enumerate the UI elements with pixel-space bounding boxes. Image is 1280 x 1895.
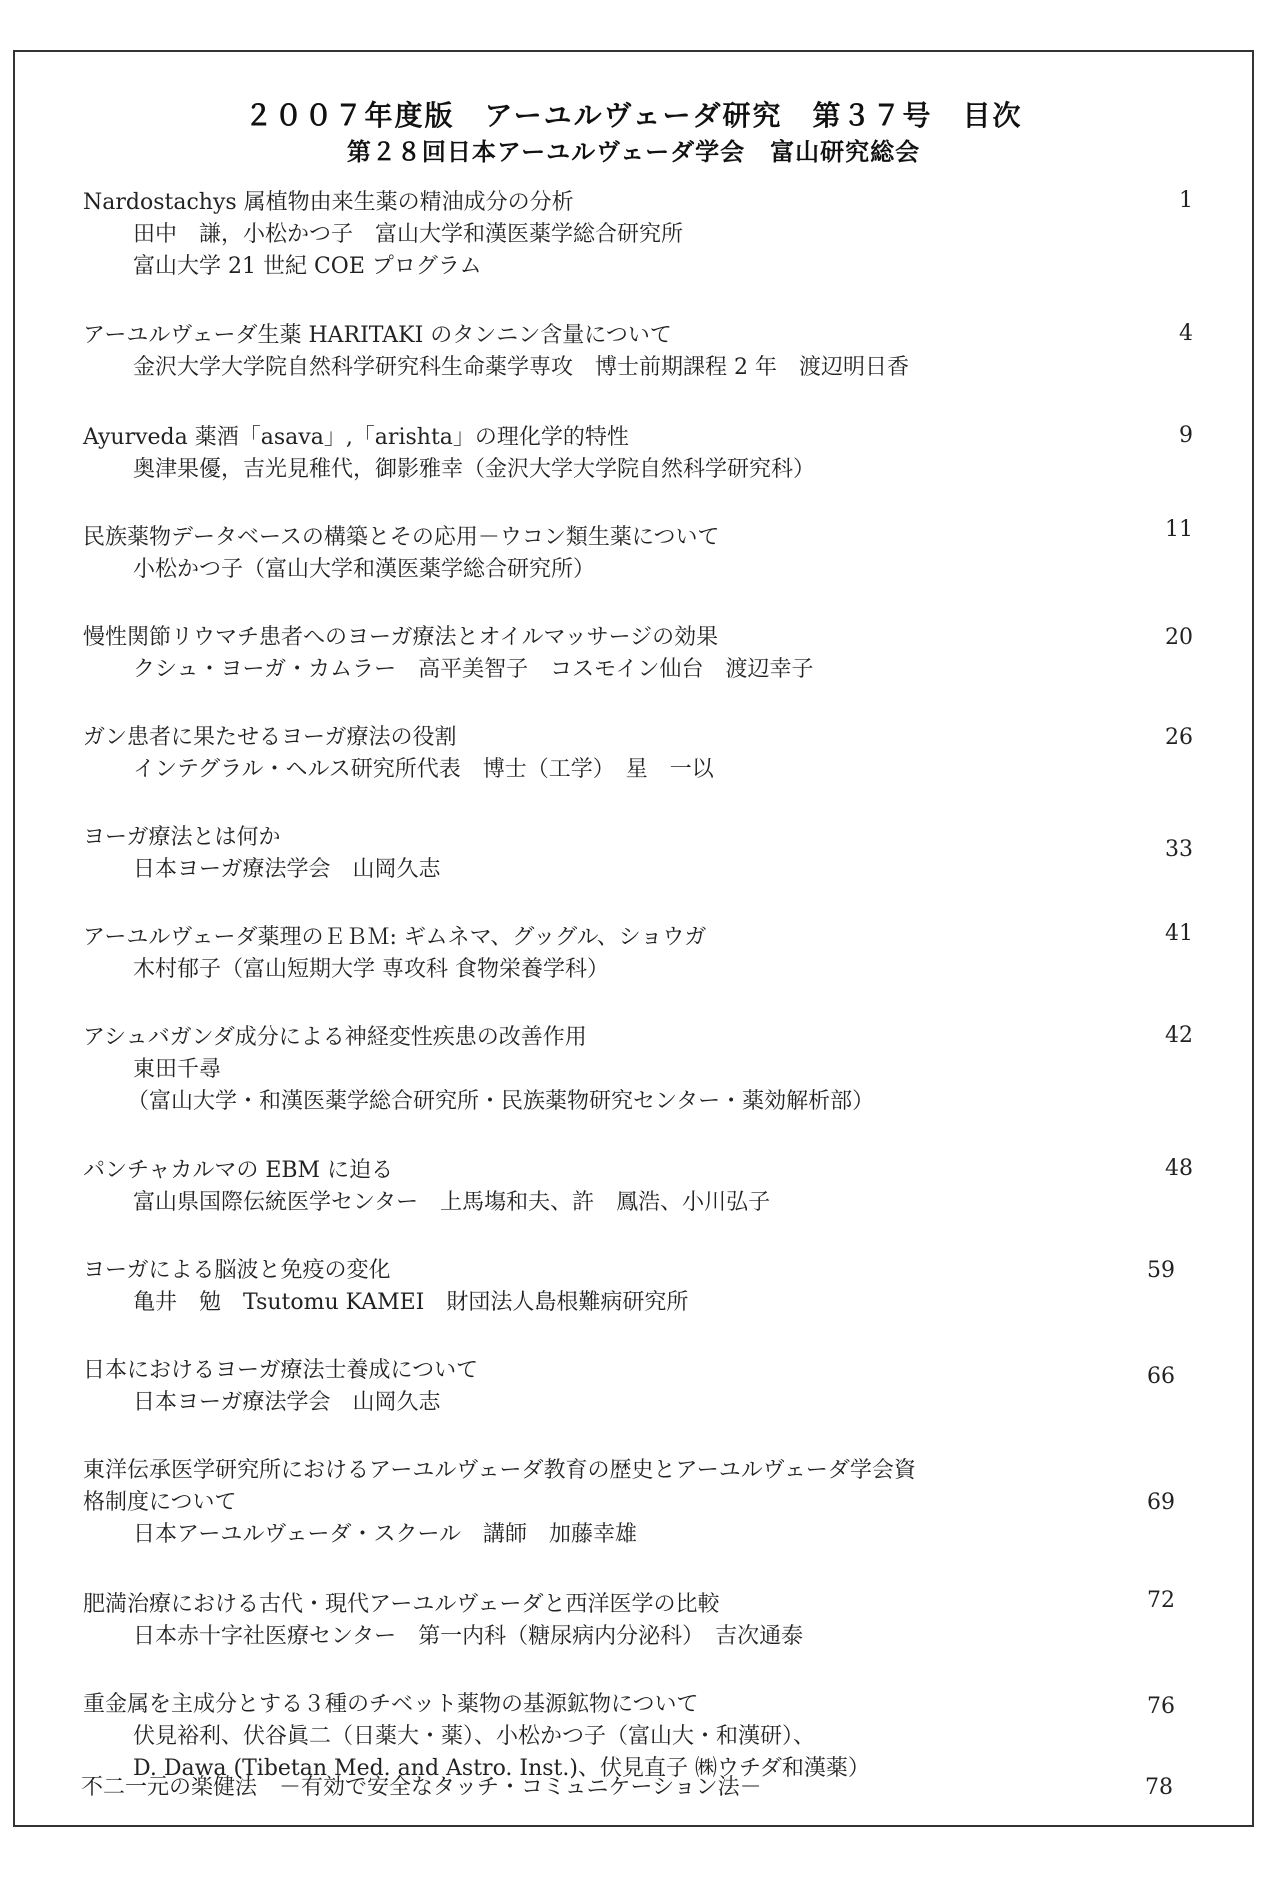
entry-page-number: 11 <box>1165 517 1193 542</box>
toc-entry <box>83 1355 1193 1419</box>
entry-title-continued: 格制度について <box>83 1490 237 1515</box>
entry-page-number: 66 <box>1147 1364 1175 1389</box>
toc-entry <box>83 922 1193 986</box>
entry-page-number: 41 <box>1165 921 1193 946</box>
toc-entry <box>83 622 1193 686</box>
toc-entry <box>83 1689 1193 1785</box>
toc-entry <box>81 1772 1191 1804</box>
entry-author: 金沢大学大学院自然科学研究科生命薬学専攻 博士前期課程 2 年 渡辺明日香 <box>133 355 909 380</box>
entry-page-number: 59 <box>1147 1258 1175 1283</box>
entry-author: クシュ・ヨーガ・カムラー 高平美智子 コスモイン仙台 渡辺幸子 <box>133 657 814 682</box>
entry-title: 不二一元の楽健法 －有効で安全なタッチ・コミュニケーション法－ <box>81 1775 762 1800</box>
entry-title: 民族薬物データベースの構築とその応用－ウコン類生薬について <box>83 525 720 550</box>
entry-author: 小松かつ子（富山大学和漢医薬学総合研究所） <box>133 557 596 582</box>
entry-title: 日本におけるヨーガ療法士養成について <box>83 1358 479 1383</box>
entry-author: 日本ヨーガ療法学会 山岡久志 <box>133 857 441 882</box>
entry-page-number: 69 <box>1147 1490 1175 1515</box>
toc-entry <box>83 1255 1193 1319</box>
toc-entry <box>83 1022 1193 1118</box>
toc-entry <box>83 1589 1193 1653</box>
page-title: ２００７年度版 アーユルヴェーダ研究 第３７号 目次 <box>244 99 1023 132</box>
entry-page-number: 33 <box>1165 837 1193 862</box>
entry-title: 肥満治療における古代・現代アーユルヴェーダと西洋医学の比較 <box>83 1592 720 1617</box>
entry-author: 富山県国際伝統医学センター 上馬塲和夫、許 鳳浩、小川弘子 <box>133 1190 771 1215</box>
toc-entry <box>83 422 1193 486</box>
entry-title: ヨーガによる脳波と免疫の変化 <box>83 1258 391 1283</box>
entry-author: 日本ヨーガ療法学会 山岡久志 <box>133 1390 441 1415</box>
entry-page-number: 42 <box>1165 1023 1193 1048</box>
entry-page-number: 4 <box>1179 321 1193 346</box>
toc-entry <box>83 320 1193 384</box>
toc-entry <box>83 1455 1193 1551</box>
toc-entry <box>83 517 1193 586</box>
entry-author: 富山大学 21 世紀 COE プログラム <box>133 254 482 279</box>
entry-page-number: 9 <box>1179 423 1193 448</box>
entry-title: アーユルヴェーダ生薬 HARITAKI のタンニン含量について <box>83 323 672 348</box>
entry-title: アシュバガンダ成分による神経変性疾患の改善作用 <box>83 1025 587 1050</box>
entry-author: 亀井 勉 Tsutomu KAMEI 財団法人島根難病研究所 <box>133 1290 689 1315</box>
toc-entry <box>83 187 1193 283</box>
entry-author: 木村郁子（富山短期大学 専攻科 食物栄養学科） <box>133 957 609 982</box>
entry-author: インテグラル・ヘルス研究所代表 博士（工学） 星 一以 <box>133 757 714 782</box>
entry-author: D. Dawa (Tibetan Med. and Astro. Inst.)、伏見直子 ㈱ウチダ和漢薬） <box>133 1756 870 1781</box>
entry-page-number: 48 <box>1165 1156 1193 1181</box>
entry-page-number: 76 <box>1147 1694 1175 1719</box>
entry-author: （富山大学・和漢医薬学総合研究所・民族薬物研究センター・薬効解析部） <box>127 1089 875 1114</box>
entry-page-number: 1 <box>1179 188 1193 213</box>
entry-page-number: 26 <box>1165 725 1193 750</box>
entry-title: ヨーガ療法とは何か <box>83 825 281 850</box>
entry-page-number: 78 <box>1145 1775 1173 1800</box>
entry-author: 日本赤十字社医療センター 第一内科（糖尿病内分泌科） 吉次通泰 <box>133 1624 804 1649</box>
toc-entry <box>83 1155 1193 1219</box>
toc-entry <box>83 722 1193 786</box>
entry-author: 田中 謙，小松かつ子 富山大学和漢医薬学総合研究所 <box>133 222 684 247</box>
entry-title: 重金属を主成分とする３種のチベット薬物の基源鉱物について <box>83 1692 699 1717</box>
entry-author: 日本アーユルヴェーダ・スクール 講師 加藤幸雄 <box>133 1522 638 1547</box>
entry-title: パンチャカルマの EBM に迫る <box>83 1158 394 1183</box>
entry-title: ガン患者に果たせるヨーガ療法の役割 <box>83 725 457 750</box>
page-subtitle: 第２８回日本アーユルヴェーダ学会 富山研究総会 <box>346 138 921 166</box>
toc-entry <box>83 822 1193 886</box>
toc-frame <box>13 50 1254 1827</box>
entry-author: 奥津果優，吉光見稚代，御影雅幸（金沢大学大学院自然科学研究科） <box>133 457 816 482</box>
entry-page-number: 72 <box>1147 1588 1175 1613</box>
entry-author: 伏見裕利、伏谷眞二（日薬大・薬）、小松かつ子（富山大・和漢研）、 <box>133 1724 816 1749</box>
entry-title: 慢性関節リウマチ患者へのヨーガ療法とオイルマッサージの効果 <box>83 625 719 650</box>
entry-author: 東田千尋 <box>133 1057 222 1082</box>
entry-title: Nardostachys 属植物由来生薬の精油成分の分析 <box>83 190 574 215</box>
entry-title: 東洋伝承医学研究所におけるアーユルヴェーダ教育の歴史とアーユルヴェーダ学会資 <box>83 1458 916 1483</box>
entry-title: Ayurveda 薬酒「asava」,「arishta」の理化学的特性 <box>83 425 629 450</box>
entry-page-number: 20 <box>1165 625 1193 650</box>
toc-header <box>15 97 1252 169</box>
entry-title: アーユルヴェーダ薬理のＥＢＭ: ギムネマ、グッグル、ショウガ <box>83 925 707 950</box>
